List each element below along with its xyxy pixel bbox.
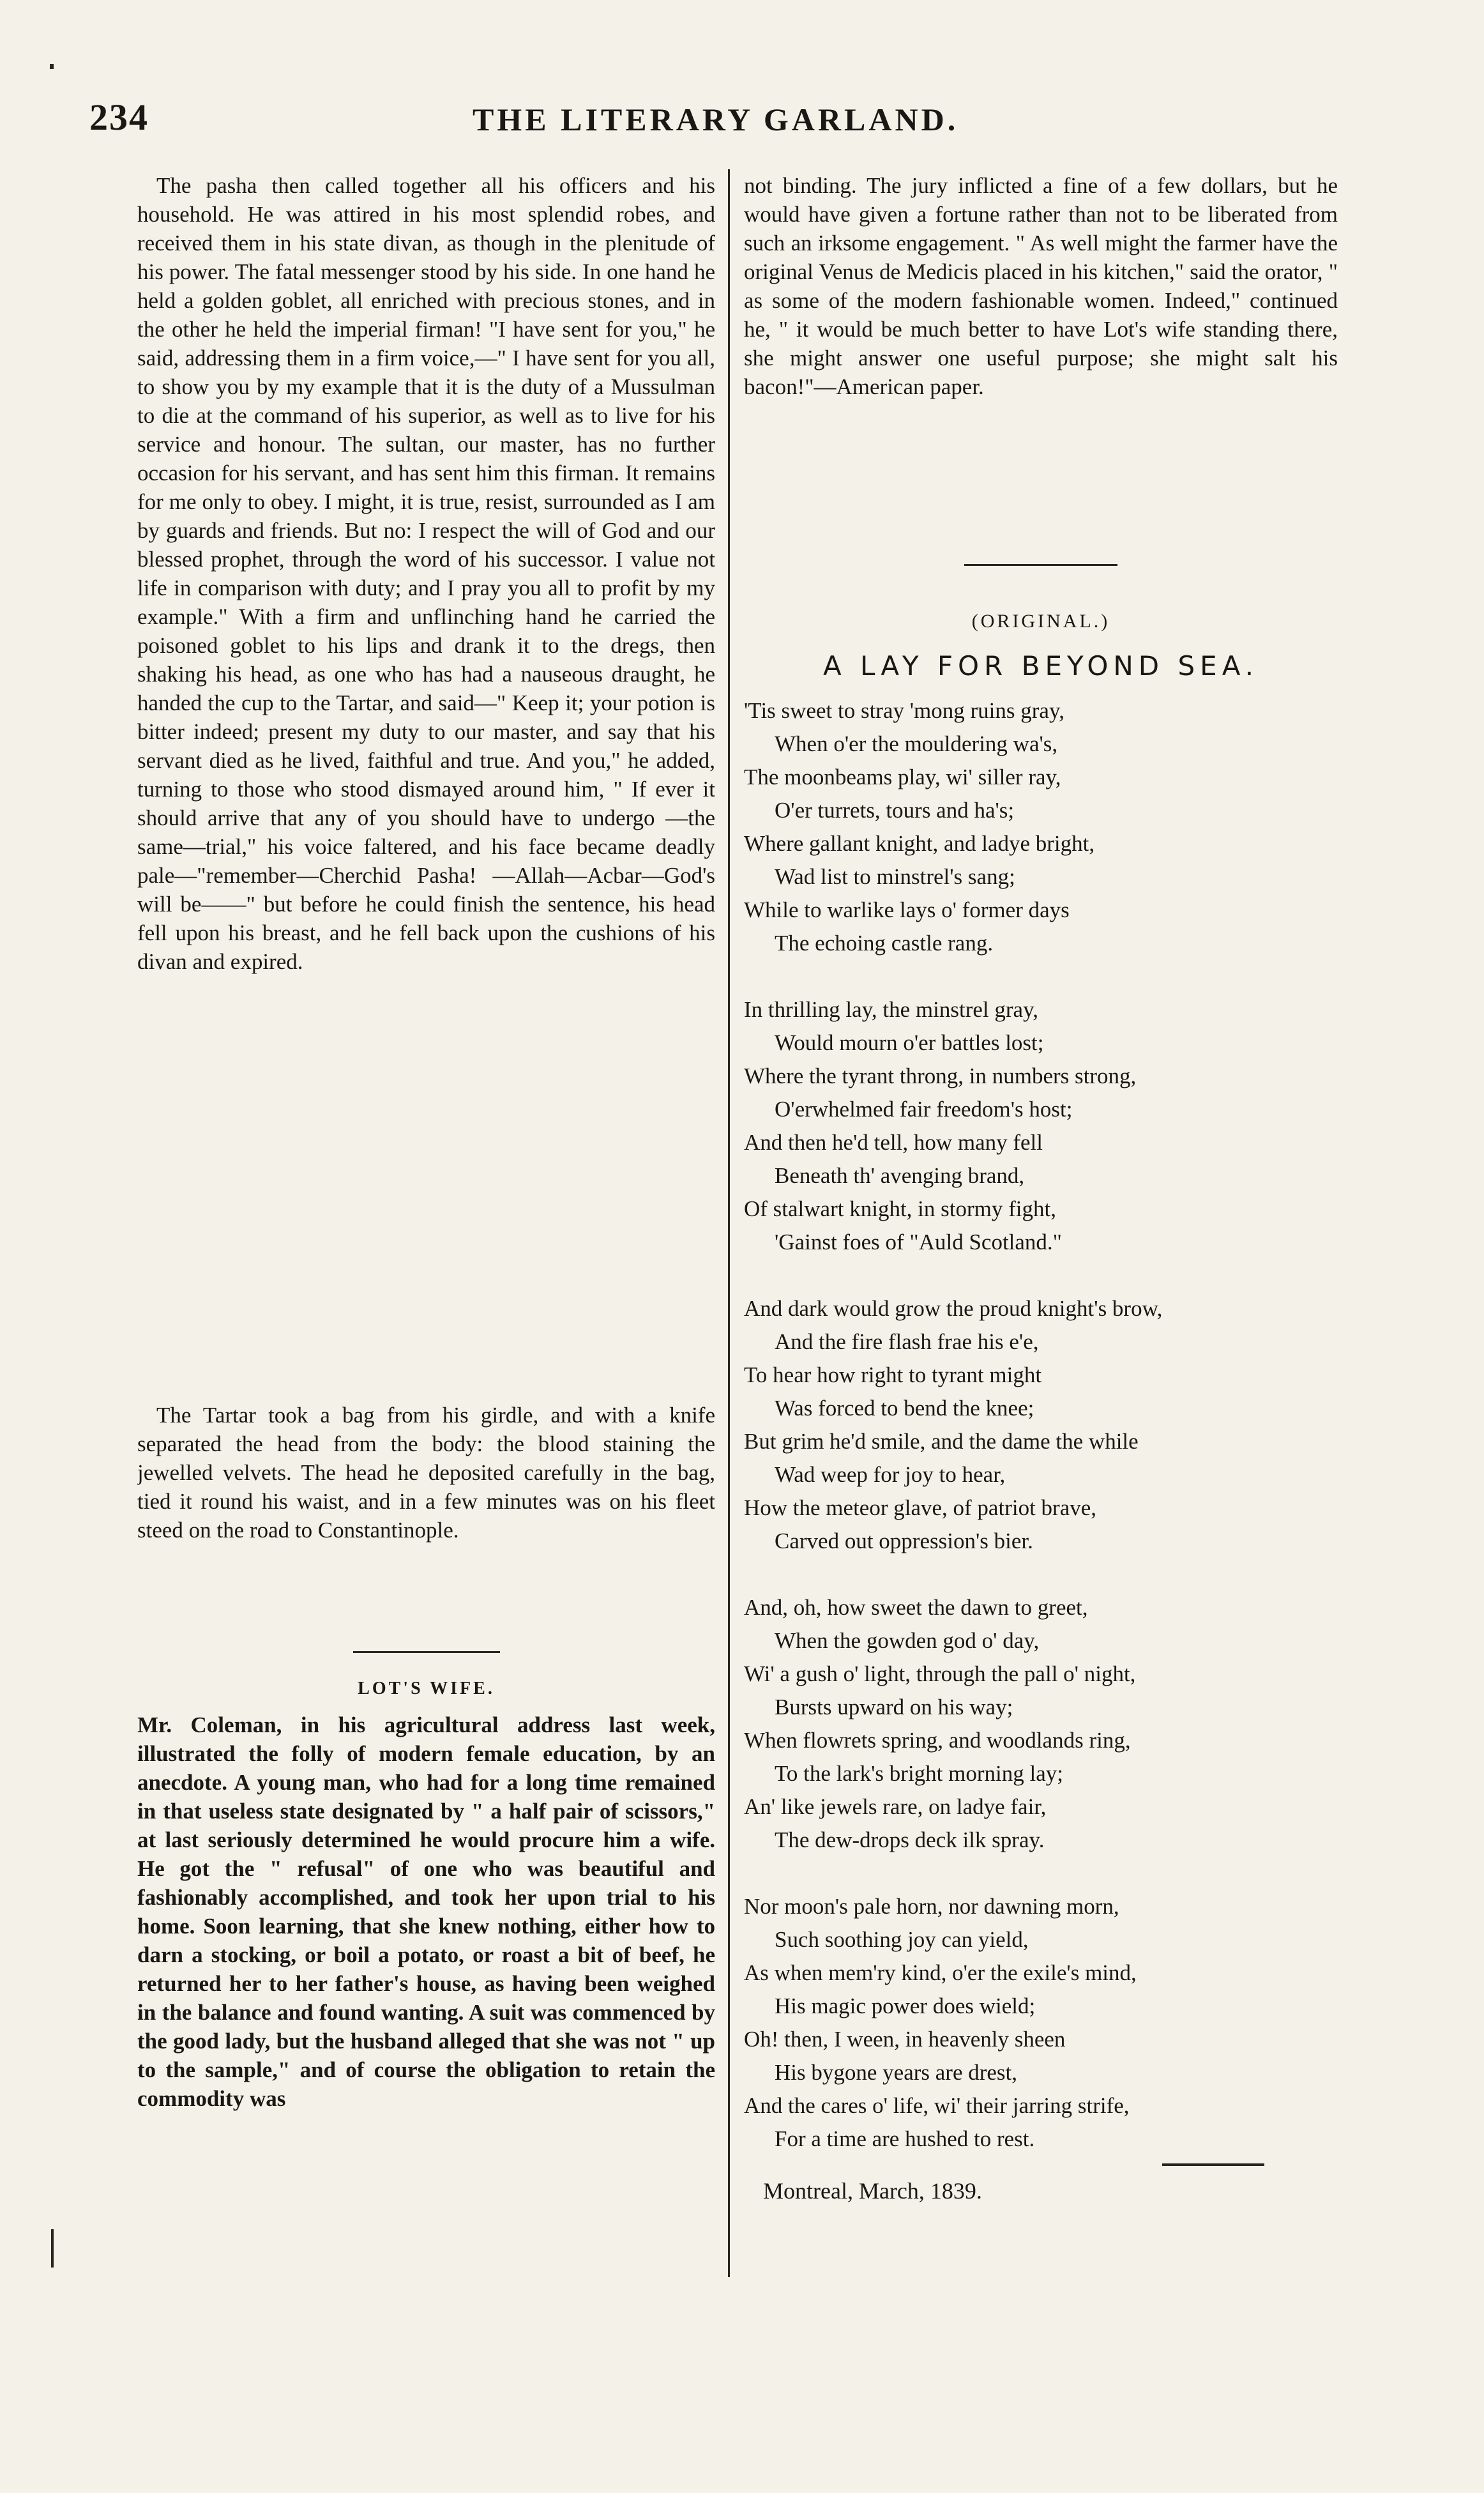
lots-wife-paragraph: Mr. Coleman, in his agricultural address last week, illustrated the folly of modern female education, by an anecdote. A young man, who had for a long time remained in that useless state designated by " a half pair of scissors," at last seriously determined he would procure him a wife. He got the " refusal" of one who was beautiful and fashionably accomplished, and took her upon trial to his home. Soon learning, that she knew nothing, either how to darn a stocking, or boil a potato, or roast a bit of beef, he returned her to her father's house, as having been weighed in the balance and found wanting. A suit was commenced by the good lady, but the husband alleged that she was not " up to the sample," and of course the obligation to retain the commodity was (137, 1712, 715, 2111)
poem-line: His magic power does wield; (775, 1994, 1036, 2018)
poem-line: Such soothing joy can yield, (775, 1927, 1029, 1952)
poem-line: And dark would grow the proud knight's brow, (744, 1296, 1163, 1321)
lots-wife-continuation: not binding. The jury inflicted a fine of a few dollars, but he would have given a fortune rather than not to be liberated from such an irksome engagement. " As well might the farmer have the original Venus de Medicis placed in his kitchen," said the orator, " as some of the modern fashionable women. Indeed," continued he, " it would be much better to have Lot's wife standing there, she might answer one useful purpose; she might salt his bacon!"—American paper. (744, 173, 1338, 399)
poem-line: While to warlike lays o' former days (744, 897, 1070, 922)
poem-line: And the cares o' life, wi' their jarring strife, (744, 2093, 1130, 2118)
section-rule (353, 1651, 500, 1653)
poem-line: To the lark's bright morning lay; (775, 1761, 1063, 1786)
poem-line: Wad list to minstrel's sang; (775, 864, 1015, 889)
poem-line: And the fire flash frae his e'e, (775, 1329, 1039, 1354)
poem-line: An' like jewels rare, on ladye fair, (744, 1794, 1047, 1819)
poem-line: O'erwhelmed fair freedom's host; (775, 1097, 1073, 1122)
poem-line: The echoing castle rang. (775, 931, 994, 956)
poem-line: Wi' a gush o' light, through the pall o' night, (744, 1661, 1136, 1686)
poem-line: The dew-drops deck ilk spray. (775, 1827, 1045, 1852)
tartar-paragraph: The Tartar took a bag from his girdle, and with a knife separated the head from the body: the blood staining the jewelled velvets. The head he deposited carefully in the bag, tied it round his waist, and in a few minutes was on his fleet steed on the road to Constantinople. (137, 1403, 715, 1543)
poem-line: To hear how right to tyrant might (744, 1362, 1042, 1387)
poem-line: Oh! then, I ween, in heavenly sheen (744, 2027, 1066, 2052)
section-rule-right (964, 564, 1117, 566)
poem-line: As when mem'ry kind, o'er the exile's mind, (744, 1960, 1137, 1985)
poem-stanza (744, 1591, 1338, 1857)
left-column (137, 171, 715, 2493)
page-number: 234 (89, 96, 149, 138)
poem-line: How the meteor glave, of patriot brave, (744, 1495, 1097, 1520)
poem-line: Where gallant knight, and ladye bright, (744, 831, 1095, 856)
poem-line: And then he'd tell, how many fell (744, 1130, 1043, 1155)
poem-line: Beneath th' avenging brand, (775, 1163, 1025, 1188)
poem-stanza (744, 993, 1338, 1259)
poem-line: Where the tyrant throng, in numbers strong, (744, 1064, 1137, 1088)
poem-line: When flowrets spring, and woodlands ring, (744, 1728, 1131, 1753)
poem-line: In thrilling lay, the minstrel gray, (744, 997, 1039, 1022)
poem-line: When o'er the mouldering wa's, (775, 731, 1058, 756)
poem-line: O'er turrets, tours and ha's; (775, 798, 1015, 823)
poem-body (744, 694, 1338, 2156)
poem-stanza (744, 1890, 1338, 2156)
poem-line: When the gowden god o' day, (775, 1628, 1040, 1653)
poem-line: 'Tis sweet to stray 'mong ruins gray, (744, 698, 1064, 723)
right-column (744, 171, 1338, 2204)
poem-line: And, oh, how sweet the dawn to greet, (744, 1595, 1088, 1620)
poem-line: Would mourn o'er battles lost; (775, 1030, 1044, 1055)
page-header (89, 96, 1354, 147)
margin-speck (51, 2229, 54, 2268)
lots-wife-title: LOT'S WIFE. (358, 1679, 495, 1698)
running-title: THE LITERARY GARLAND. (473, 102, 959, 137)
dateline: Montreal, March, 1839. (763, 2178, 982, 2204)
pasha-paragraph: The pasha then called together all his officers and his household. He was attired in his most splendid robes, and received them in his state divan, as though in the plenitude of his power. The fatal messenger stood by his side. In one hand he held a golden goblet, all enriched with precious stones, and in the other he held the imperial firman! "I have sent for you," he said, addressing them in a firm voice,—" I have sent for you all, to show you by my example that it is the duty of a Mussulman to die at the command of his superior, as well as to live for his service and honour. The sultan, our master, has no further occasion for his servant, and has sent him this firman. It remains for me only to obey. I might, it is true, resist, surrounded as I am by guards and friends. But no: I respect the will of God and our blessed prophet, through the word of his successor. I value not life in comparison with duty; and I pray you all to profit by my example." With a firm and unflinching hand he carried the poisoned goblet to his lips and drank it to the dregs, then shaking his head, as one who has had a nauseous draught, he handed the cup to the Tartar, and said—" Keep it; your potion is bitter indeed; present my duty to our master, and say that his servant died as he lived, faithful and true. And you," he added, turning to those who stood dismayed around him, " If ever it should arrive that any of you should have to undergo —the same—trial," his voice faltered, and his face became deadly pale—"remember—Cherchid Pasha! —Allah—Acbar—God's will be——" but before he could finish the sentence, his head fell upon his breast, and he fell back upon the cushions of his divan and expired. (137, 173, 715, 974)
poem-stanza (744, 1292, 1338, 1558)
poem-end-rule (1162, 2163, 1264, 2166)
poem-line: Wad weep for joy to hear, (775, 1462, 1006, 1487)
poem-line: Carved out oppression's bier. (775, 1529, 1033, 1553)
poem-line: Nor moon's pale horn, nor dawning morn, (744, 1894, 1119, 1919)
poem-line: But grim he'd smile, and the dame the while (744, 1429, 1139, 1454)
column-divider (728, 169, 730, 2277)
poem-line: For a time are hushed to rest. (775, 2126, 1035, 2151)
poem-line: The moonbeams play, wi' siller ray, (744, 765, 1061, 789)
poem-line: His bygone years are drest, (775, 2060, 1018, 2085)
poem-line: Was forced to bend the knee; (775, 1396, 1034, 1421)
original-label: (ORIGINAL.) (971, 611, 1110, 632)
poem-stanza (744, 694, 1338, 960)
poem-line: Of stalwart knight, in stormy fight, (744, 1196, 1056, 1221)
poem-title: A LAY FOR BEYOND SEA. (822, 650, 1259, 682)
poem-line: Bursts upward on his way; (775, 1695, 1013, 1719)
poem-line: 'Gainst foes of "Auld Scotland." (775, 1230, 1062, 1254)
margin-speck (50, 64, 54, 69)
